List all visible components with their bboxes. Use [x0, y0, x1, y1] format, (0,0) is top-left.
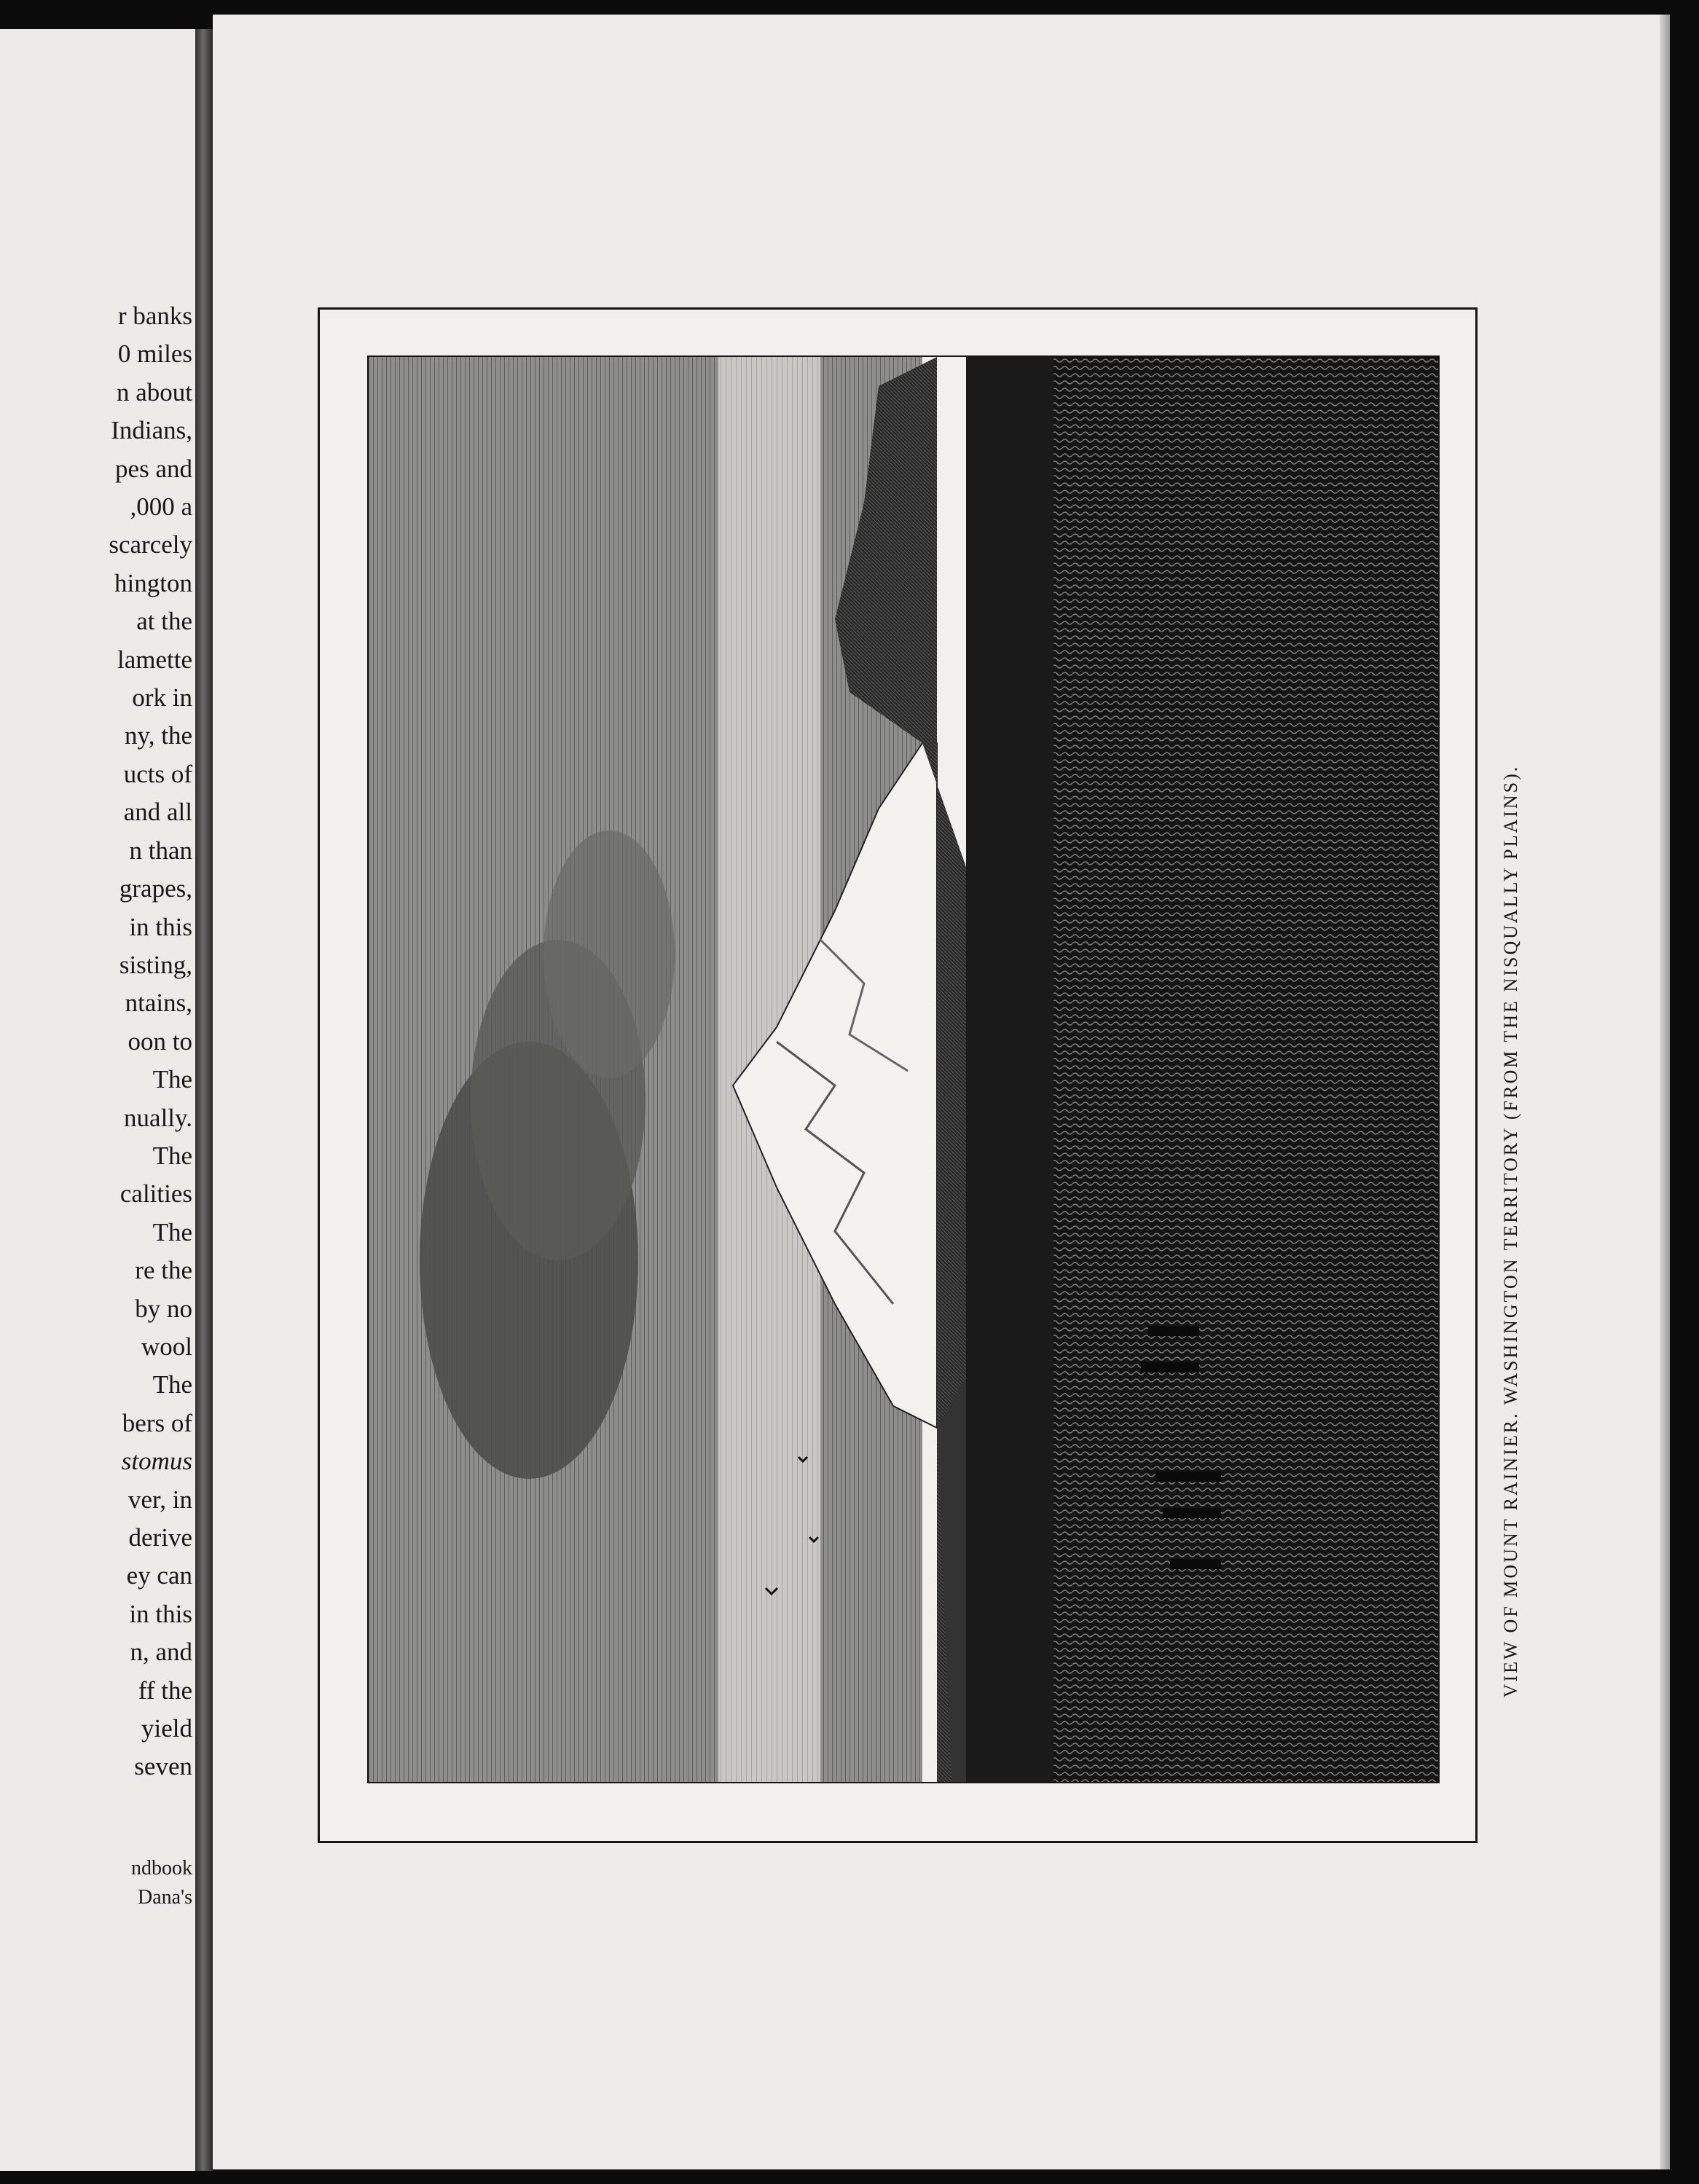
text-line: The	[152, 1065, 192, 1094]
text-line: lamette	[117, 645, 192, 674]
text-line: ucts of	[123, 759, 192, 788]
text-line: The	[152, 1217, 192, 1246]
text-line-italic: stomus	[121, 1447, 192, 1476]
text-line: n than	[129, 836, 192, 865]
text-line: ver, in	[127, 1485, 192, 1514]
text-line: n about	[116, 377, 192, 406]
book-gutter	[197, 29, 213, 2171]
text-line: re the	[135, 1256, 192, 1285]
text-line: ntains,	[125, 989, 192, 1018]
cloud-mass	[544, 830, 675, 1078]
text-line: by no	[135, 1294, 192, 1323]
engraving-illustration	[367, 356, 1440, 1783]
text-line: and all	[123, 798, 192, 827]
text-line: in this	[129, 912, 192, 941]
text-line: The	[152, 1141, 192, 1170]
left-facing-page	[0, 29, 197, 2171]
text-line: ey can	[126, 1561, 192, 1590]
tree-line	[966, 357, 1068, 1782]
text-line: n, and	[130, 1638, 192, 1667]
right-page	[213, 15, 1670, 2169]
plains-foreground	[1053, 357, 1438, 1782]
text-line: ff the	[138, 1676, 192, 1705]
plate-caption: VIEW OF MOUNT RAINIER. WASHINGTON TERRITORY (FROM THE NISQUALLY PLAINS).	[1500, 764, 1521, 1698]
text-line: r banks	[117, 302, 192, 330]
text-line: ,000 a	[130, 492, 192, 522]
text-line: grapes,	[119, 874, 192, 903]
text-line: The	[152, 1370, 192, 1399]
text-line: bers of	[122, 1408, 192, 1437]
left-page-text	[0, 297, 195, 1786]
text-line: wool	[141, 1332, 192, 1361]
text-line: calities	[119, 1179, 192, 1209]
text-line: hington	[114, 568, 192, 597]
footnote-line: ndbook	[131, 1857, 192, 1879]
text-line: ny, the	[125, 721, 192, 750]
text-line: Indians,	[111, 416, 192, 445]
text-line: derive	[128, 1523, 192, 1552]
text-line: seven	[134, 1752, 192, 1781]
footnote-line: Dana's	[137, 1886, 192, 1909]
text-line: pes and	[115, 454, 192, 483]
left-page-footnote	[0, 1854, 195, 1912]
text-line: nually.	[124, 1103, 192, 1132]
text-line: ork in	[132, 683, 192, 712]
text-line: scarcely	[109, 530, 192, 559]
text-line: 0 miles	[117, 339, 192, 369]
page-edge	[1660, 15, 1670, 2169]
text-line: sisting,	[119, 950, 192, 979]
text-line: oon to	[127, 1026, 192, 1056]
text-line: yield	[141, 1714, 192, 1743]
text-line: in this	[129, 1599, 192, 1628]
text-line: at the	[136, 607, 192, 636]
